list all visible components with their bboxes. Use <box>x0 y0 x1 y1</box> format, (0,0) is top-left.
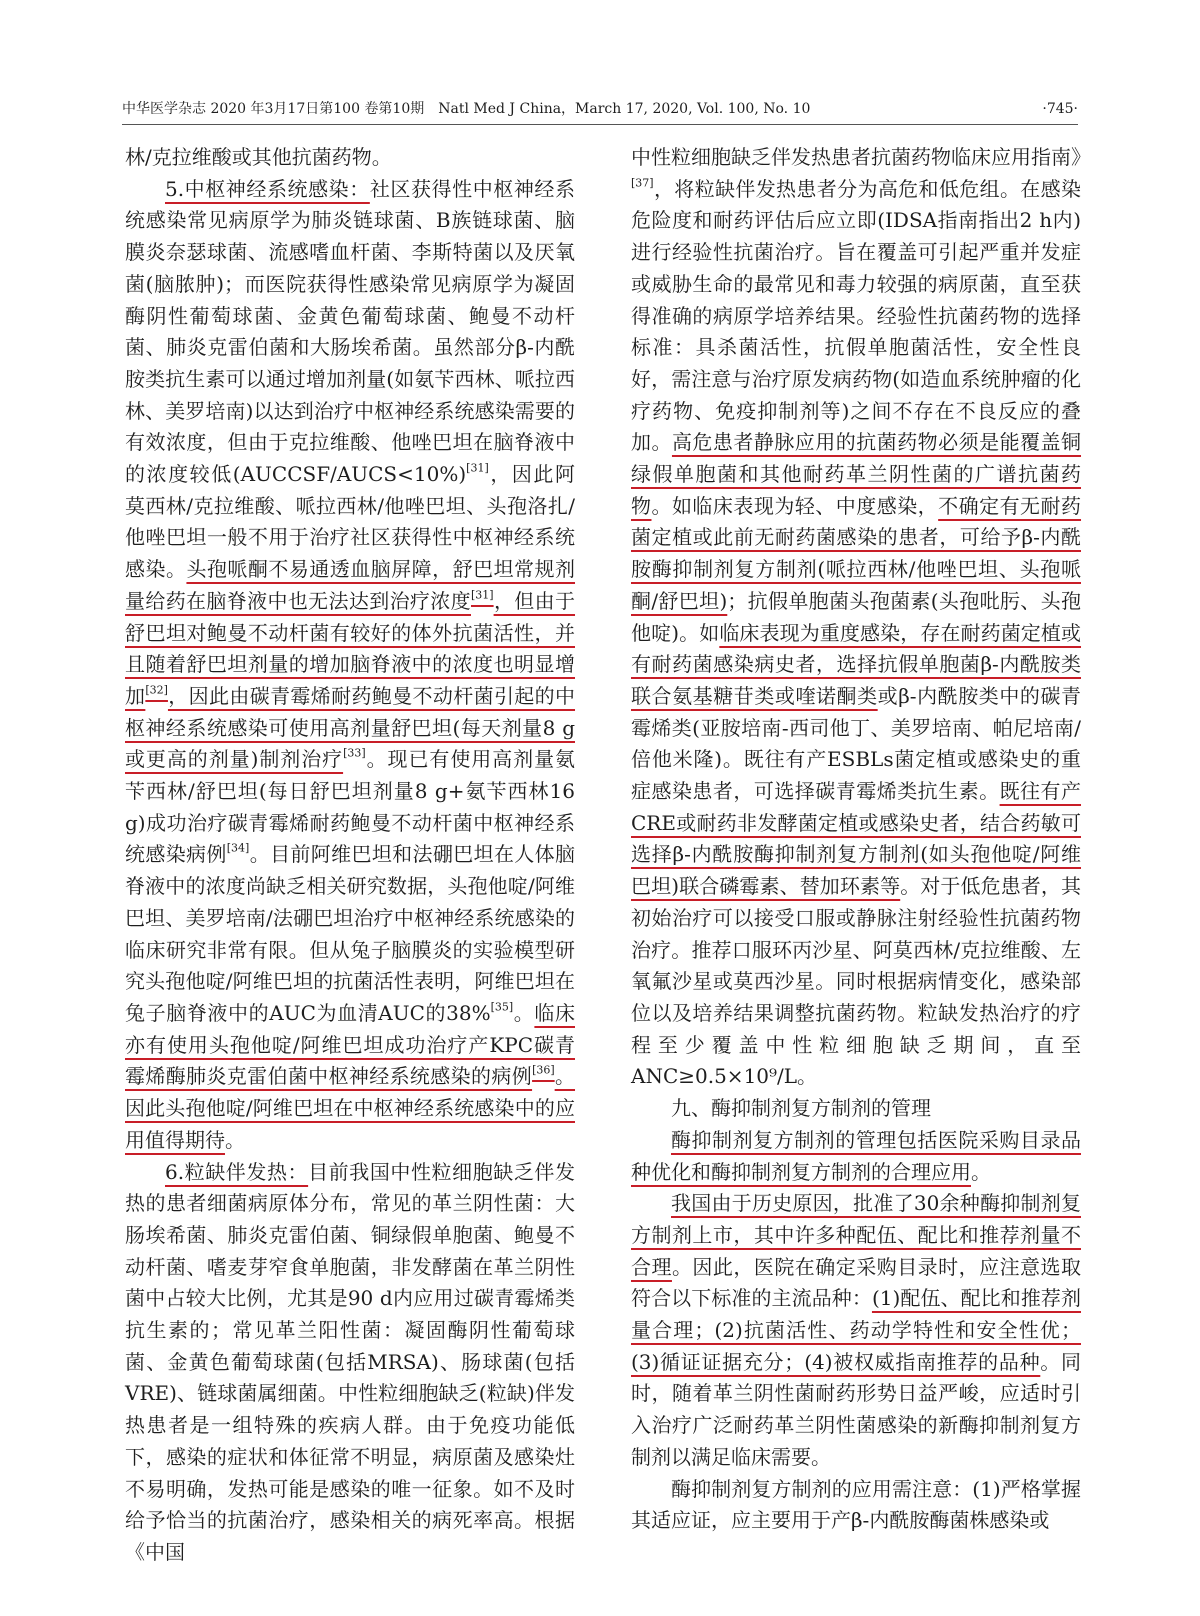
paragraph <box>631 1188 1081 1473</box>
citation-ref: [32] <box>145 683 168 697</box>
paragraph <box>631 1125 1081 1188</box>
underlined-text: 头孢哌酮不易通透血脑屏障，舒巴坦常规剂量给药在脑脊液中也无法达到治疗浓度 <box>125 557 576 613</box>
citation-ref: [34] <box>226 842 250 856</box>
citation-ref: [33] <box>343 747 366 761</box>
underlined-text: 酶抑制剂复方制剂的管理包括医院采购目录品种优化和酶抑制剂复方制剂的合理应用 <box>631 1127 1081 1184</box>
left-column <box>125 142 575 1569</box>
text-run: 。目前阿维巴坦和法硼巴坦在人体脑脊液中的浓度尚缺乏相关研究数据，头孢他啶/阿维巴坦、美罗培南/法硼巴坦治疗中枢神经系统感染的临床研究非常有限。但从兔子脑膜炎的实验模型研究头孢他啶/阿维巴坦的抗菌活性表明，阿维巴坦在兔子脑脊液中的AUC为血清AUC的38% <box>125 842 576 1025</box>
underlined-text: 高危患者静脉应用的抗菌药物必须是能覆盖铜绿假单胞菌和其他耐药革兰阴性菌的广谱抗菌药物 <box>631 430 1082 518</box>
journal-citation: 中华医学杂志 2020 年3月17日第100 卷第10期 Natl Med J China，March 17, 2020, Vol. 100, No. 10 <box>122 101 811 117</box>
paragraph <box>125 1157 575 1569</box>
citation-ref: [31] <box>466 461 489 475</box>
text-run: 。同时，随着革兰阴性菌耐药形势日益严峻，应适时引入治疗广泛耐药革兰阴性菌感染的新酶抑制剂复方制剂以满足临床需要。 <box>631 1349 1081 1469</box>
citation-ref: [35] <box>490 1000 514 1014</box>
underlined-text: 5.中枢神经系统感染： <box>165 176 370 201</box>
paragraph <box>631 1474 1081 1537</box>
text-run: ，因此阿莫西林/克拉维酸、哌拉西林/他唑巴坦、头孢洛扎/他唑巴坦一般不用于治疗社区获得性中枢神经系统感染。 <box>125 462 575 582</box>
underlined-text: ，但由于舒巴坦对鲍曼不动杆菌有较好的体外抗菌活性，并且随着舒巴坦剂量的增加脑脊液中的浓度也明显增加 <box>125 588 576 708</box>
text-run: 中性粒细胞缺乏伴发热患者抗菌药物临床应用指南》 <box>631 145 1091 169</box>
text-run: 林/克拉维酸或其他抗菌药物。 <box>125 145 392 169</box>
underlined-text: 既往有产CRE或耐药非发酵菌定植或感染史者，结合药敏可选择β-内酰胺酶抑制剂复方制剂(如头孢他啶/阿维巴坦)联合磷霉素、替加环素等 <box>631 779 1082 899</box>
paragraph <box>631 1093 1081 1125</box>
text-run: 。现已有使用高剂量氨苄西林/舒巴坦(每日舒巴坦剂量8 g+氨苄西林16 g)成功治疗碳青霉烯耐药鲍曼不动杆菌中枢神经系统感染病例 <box>125 747 576 867</box>
text-run: 目前我国中性粒细胞缺乏伴发热的患者细菌病原体分布，常见的革兰阴性菌：大肠埃希菌、肺炎克雷伯菌、铜绿假单胞菌、鲍曼不动杆菌、嗜麦芽窄食单胞菌，非发酵菌在革兰阴性菌中占较大比例，尤其是90 d内应用过碳青霉烯类抗生素的；常见革兰阳性菌：凝固酶阴性葡萄球菌、金黄色葡萄球菌(包括MRSA)、肠球菌(包括VRE)、链球菌属细菌。中性粒细胞缺乏(粒缺)伴发热患者是一组特殊的疾病人群。由于免疫功能低下，感染的症状和体征常不明显，病原菌及感染灶不易明确，发热可能是感染的唯一征象。如不及时给予恰当的抗菌治疗，感染相关的病死率高。根据《中国 <box>125 1159 575 1564</box>
text-run: 。 <box>225 1127 245 1152</box>
underlined-text: 。因此头孢他啶/阿维巴坦在中枢神经系统感染中的应用值得期待 <box>125 1064 576 1152</box>
text-run: ，将粒缺伴发热患者分为高危和低危组。在感染危险度和耐药评估后应立即(IDSA指南指出2 h内)进行经验性抗菌治疗。旨在覆盖可引起严重并发症或威胁生命的最常见和毒力较强的病原菌，直至获得准确的病原学培养结果。经验性抗菌药物的选择标准：具杀菌活性，抗假单胞菌活性，安全性良好，需注意与治疗原发病药物(如造血系统肿瘤的化疗药物、免疫抑制剂等)之间不存在不良反应的叠加。 <box>631 176 1081 455</box>
citation-ref: [36] <box>532 1064 555 1078</box>
citation-ref: [37] <box>631 176 654 190</box>
text-run: 。 <box>971 1159 991 1184</box>
running-header <box>122 96 1078 125</box>
underlined-text: 我国由于历史原因，批准了30余种酶抑制剂复方制剂上市，其中许多种配伍、配比和推荐剂量不合理 <box>631 1191 1081 1279</box>
underlined-text: 临床亦有使用头孢他啶/阿维巴坦成功治疗产KPC碳青霉烯酶肺炎克雷伯菌中枢神经系统感染的病例 <box>125 1000 575 1089</box>
paragraph <box>125 174 575 1157</box>
page-number: ·745· <box>1042 101 1078 117</box>
text-run: 或β-内酰胺类中的碳青霉烯类(亚胺培南-西司他丁、美罗培南、帕尼培南/倍他米隆)。既往有产ESBLs菌定植或感染史的重症感染患者，可选择碳青霉烯类抗生素。 <box>631 683 1081 804</box>
underlined-text: ，因此由碳青霉烯耐药鲍曼不动杆菌引起的中枢神经系统感染可使用高剂量舒巴坦(每天剂量8 g或更高的剂量)制剂治疗 <box>125 683 576 772</box>
underlined-text: 6.粒缺伴发热： <box>165 1159 309 1184</box>
paragraph <box>125 142 575 174</box>
text-run: 。因此，医院在确定采购目录时，应注意选取符合以下标准的主流品种： <box>631 1254 1082 1311</box>
text-run: 酶抑制剂复方制剂的应用需注意：(1)严格掌握其适应证，应主要用于产β-内酰胺酶菌株感染或 <box>631 1476 1081 1533</box>
right-column <box>631 142 1091 1537</box>
text-run: ；抗假单胞菌头孢菌素(头孢吡肟、头孢他啶)。如 <box>631 588 1081 645</box>
underlined-text: 不确定有无耐药菌定植或此前无耐药菌感染的患者，可给予β-内酰胺酶抑制剂复方制剂(哌拉西林/他唑巴坦、头孢哌酮/舒巴坦) <box>631 493 1082 613</box>
text-run: 社区获得性中枢神经系统感染常见病原学为肺炎链球菌、B族链球菌、脑膜炎奈瑟球菌、流感嗜血杆菌、李斯特菌以及厌氧菌(脑脓肿)；而医院获得性感染常见病原学为凝固酶阴性葡萄球菌、金黄色葡萄球菌、鲍曼不动杆菌、肺炎克雷伯菌和大肠埃希菌。虽然部分β-内酰胺类抗生素可以通过增加剂量(如氨苄西林、哌拉西林、美罗培南)以达到治疗中枢神经系统感染需要的有效浓度，但由于克拉维酸、他唑巴坦在脑脊液中的浓度较低(AUCCSF/AUCS<10%) <box>125 176 575 487</box>
text-run: 九、酶抑制剂复方制剂的管理 <box>671 1096 931 1121</box>
text-run: 。对于低危患者，其初始治疗可以接受口服或静脉注射经验性抗菌药物治疗。推荐口服环丙沙星、阿莫西林/克拉维酸、左氧氟沙星或莫西沙星。同时根据病情变化，感染部位以及培养结果调整抗菌药物。粒缺发热治疗的疗程至少覆盖中性粒细胞缺乏期间，直至ANC≥0.5×10⁹/L。 <box>631 874 1081 1089</box>
citation-ref: [31] <box>471 588 494 602</box>
paragraph <box>631 142 1091 1093</box>
text-run: 。如临床表现为轻、中度感染， <box>651 493 939 518</box>
text-run: 。 <box>513 1000 535 1025</box>
underlined-text: (1)配伍、配比和推荐剂量合理；(2)抗菌活性、药动学特性和安全性优；(3)循证证据充分；(4)被权威指南推荐的品种 <box>631 1286 1081 1374</box>
underlined-text: 临床表现为重度感染，存在耐药菌定植或有耐药菌感染病史者，选择抗假单胞菌β-内酰胺类联合氨基糖苷类或喹诺酮类 <box>631 620 1082 708</box>
